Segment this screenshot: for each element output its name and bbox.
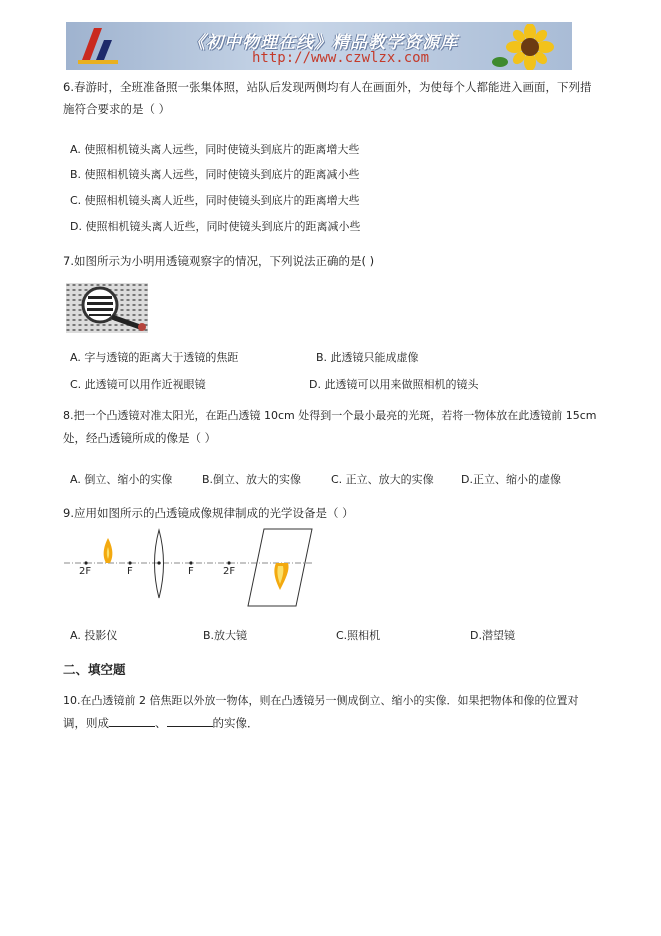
answer-blank-2[interactable] [167, 714, 213, 727]
point-2f-right [227, 561, 230, 564]
question-6-line-2: 施符合要求的是（ ） [63, 102, 171, 116]
question-10-separator: 、 [155, 716, 167, 730]
q8-option-a: A. 倒立、缩小的实像 [70, 473, 173, 486]
q7-option-d: D. 此透镜可以用来做照相机的镜头 [309, 378, 479, 391]
question-6 [63, 76, 603, 120]
question-10-line-2-start: 调，则成 [63, 716, 109, 730]
question-8-line-2: 处，经凸透镜所成的像是（ ） [63, 431, 217, 445]
point-f-left [128, 561, 131, 564]
q9-option-a: A. 投影仪 [70, 629, 118, 642]
label-f-left: F [127, 566, 133, 577]
q8-option-b: B.倒立、放大的实像 [202, 473, 302, 486]
label-2f-left: 2F [79, 566, 92, 577]
magnifier-text-figure [66, 283, 148, 333]
q7-option-b: B. 此透镜只能成虚像 [316, 351, 419, 364]
question-10 [63, 690, 608, 734]
question-6-line-1: 6.春游时，全班准备照一张集体照，站队后发现两侧均有人在画面外，为使每个人都能进入画面，下列措 [63, 80, 592, 94]
question-9: 9.应用如图所示的凸透镜成像规律制成的光学设备是（ ） [63, 506, 354, 520]
answer-blank-1[interactable] [109, 714, 155, 727]
q7-option-c: C. 此透镜可以用作近视眼镜 [70, 378, 206, 391]
point-2f-left [84, 561, 87, 564]
banner-title: 《初中物理在线》精品教学资源库 [188, 33, 458, 53]
q7-option-a: A. 字与透镜的距离大于透镜的焦距 [70, 351, 239, 364]
point-f-right [189, 561, 192, 564]
q6-option-c: C. 使照相机镜头离人近些，同时使镜头到底片的距离增大些 [70, 194, 360, 207]
section-title-fill-in: 二、填空题 [63, 662, 126, 677]
question-7: 7.如图所示为小明用透镜观察字的情况，下列说法正确的是( ) [63, 254, 375, 268]
question-8-line-1: 8.把一个凸透镜对准太阳光，在距凸透镜 10cm 处得到一个最小最亮的光斑，若将一物体放在此透镜前 15cm [63, 409, 597, 422]
q6-option-b: B. 使照相机镜头离人远些，同时使镜头到底片的距离减小些 [70, 168, 360, 181]
q6-option-a: A. 使照相机镜头离人远些，同时使镜头到底片的距离增大些 [70, 143, 360, 156]
q8-option-c: C. 正立、放大的实像 [331, 473, 434, 486]
label-2f-right: 2F [223, 566, 236, 577]
question-10-line-2-end: 的实像． [212, 716, 259, 730]
question-10-line-1: 10.在凸透镜前 2 倍焦距以外放一物体，则在凸透镜另一侧成倒立、缩小的实像．如果把物体和像的位置对 [63, 694, 579, 707]
q9-option-d: D.潜望镜 [470, 629, 515, 642]
q9-option-b: B.放大镜 [203, 629, 248, 642]
question-10-line-2 [63, 712, 608, 734]
site-logo-icon [74, 26, 122, 66]
q9-option-c: C.照相机 [336, 629, 381, 642]
banner-url: http://www.czwlzx.com [252, 50, 430, 66]
sunflower-icon [490, 24, 562, 70]
label-f-right: F [188, 566, 194, 577]
q6-option-d: D. 使照相机镜头离人近些，同时使镜头到底片的距离减小些 [70, 220, 361, 233]
q8-option-d: D.正立、缩小的虚像 [461, 473, 561, 486]
header-banner [66, 22, 572, 70]
question-8 [63, 405, 623, 449]
